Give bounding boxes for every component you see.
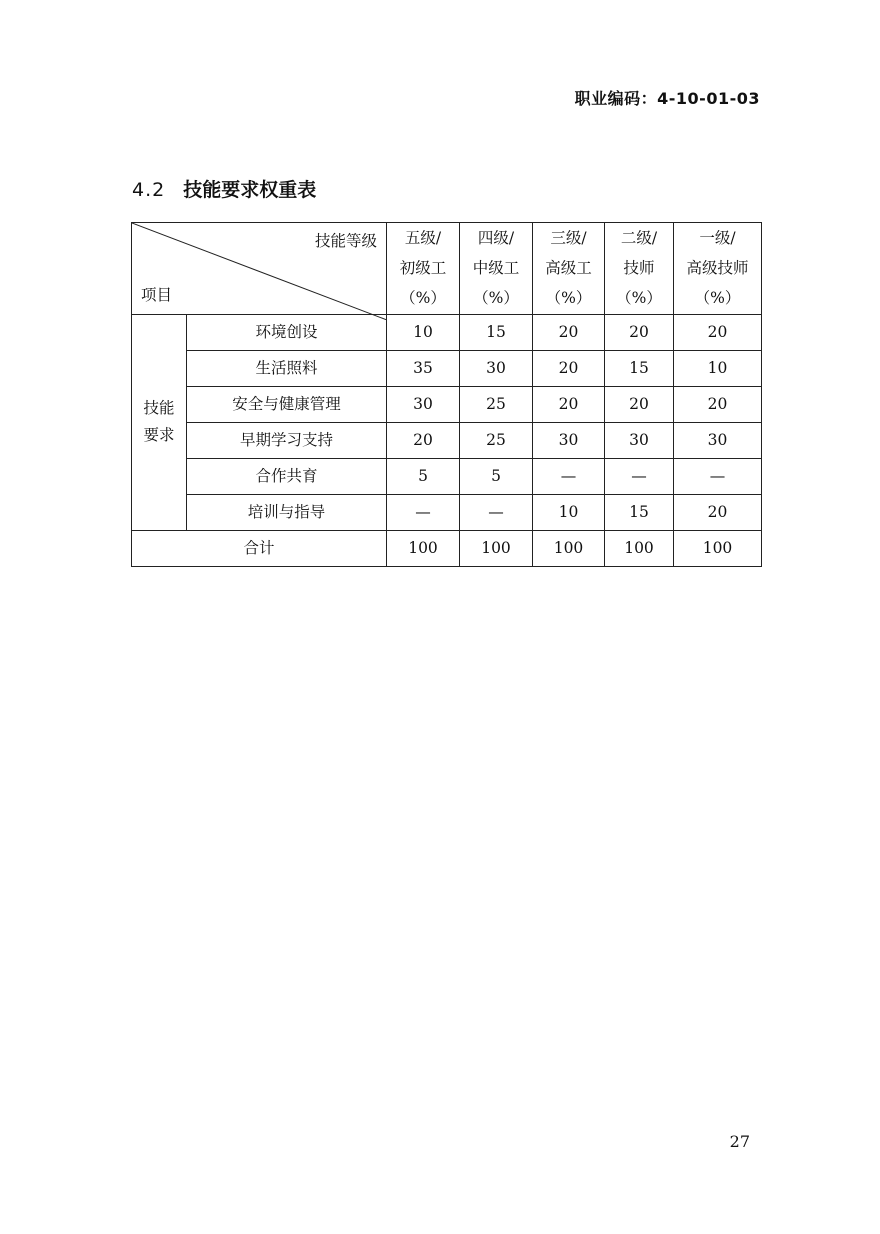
level-header-2: 二级/ 技师 （%） <box>605 223 674 315</box>
weight-value: — <box>387 494 460 530</box>
weight-value: 30 <box>533 422 605 458</box>
skill-level-label: 技能等级 <box>314 232 377 250</box>
total-value: 100 <box>460 530 533 566</box>
weight-value: 10 <box>674 350 762 386</box>
weight-value: 30 <box>460 350 533 386</box>
level-header-4: 四级/ 中级工 （%） <box>460 223 533 315</box>
weight-value: 20 <box>605 314 674 350</box>
weight-value: 20 <box>533 314 605 350</box>
total-value: 100 <box>674 530 762 566</box>
occupation-code: 职业编码：4-10-01-03 <box>574 89 760 108</box>
weight-value: 20 <box>533 386 605 422</box>
weight-value: 35 <box>387 350 460 386</box>
weight-value: 10 <box>387 314 460 350</box>
table-header-row <box>132 223 762 315</box>
weight-value: 15 <box>605 350 674 386</box>
item-name: 安全与健康管理 <box>187 386 387 422</box>
weight-value: — <box>605 458 674 494</box>
table-row <box>132 458 762 494</box>
section-title-text: 技能要求权重表 <box>183 179 317 201</box>
item-name: 合作共育 <box>187 458 387 494</box>
level-header-5: 五级/ 初级工 （%） <box>387 223 460 315</box>
weight-value: 20 <box>533 350 605 386</box>
page-number: 27 <box>729 1132 750 1151</box>
weight-value: — <box>674 458 762 494</box>
diagonal-header-cell <box>132 223 387 315</box>
weight-value: — <box>533 458 605 494</box>
weight-value: 30 <box>674 422 762 458</box>
weight-value: 20 <box>387 422 460 458</box>
weight-value: — <box>460 494 533 530</box>
weight-value: 5 <box>460 458 533 494</box>
weight-value: 25 <box>460 386 533 422</box>
weight-value: 20 <box>674 494 762 530</box>
section-title <box>132 175 316 202</box>
weight-value: 25 <box>460 422 533 458</box>
weight-value: 5 <box>387 458 460 494</box>
weight-value: 30 <box>605 422 674 458</box>
weight-value: 20 <box>674 314 762 350</box>
total-value: 100 <box>605 530 674 566</box>
table-row <box>132 494 762 530</box>
weight-value: 15 <box>460 314 533 350</box>
level-header-3: 三级/ 高级工 （%） <box>533 223 605 315</box>
weight-value: 10 <box>533 494 605 530</box>
item-label: 项目 <box>141 286 173 305</box>
weight-value: 30 <box>387 386 460 422</box>
total-row <box>132 530 762 566</box>
skill-weight-table <box>131 222 762 567</box>
weight-value: 20 <box>674 386 762 422</box>
table-row <box>132 422 762 458</box>
weight-value: 20 <box>605 386 674 422</box>
level-header-1: 一级/ 高级技师 （%） <box>674 223 762 315</box>
total-value: 100 <box>387 530 460 566</box>
table-row <box>132 386 762 422</box>
section-number: 4.2 <box>132 179 166 201</box>
total-label: 合计 <box>132 530 387 566</box>
total-value: 100 <box>533 530 605 566</box>
weight-value: 15 <box>605 494 674 530</box>
skill-requirement-group-cell: 技能 要求 <box>132 314 187 530</box>
item-name: 生活照料 <box>187 350 387 386</box>
item-name: 环境创设 <box>187 314 387 350</box>
item-name: 早期学习支持 <box>187 422 387 458</box>
table-row <box>132 350 762 386</box>
item-name: 培训与指导 <box>187 494 387 530</box>
